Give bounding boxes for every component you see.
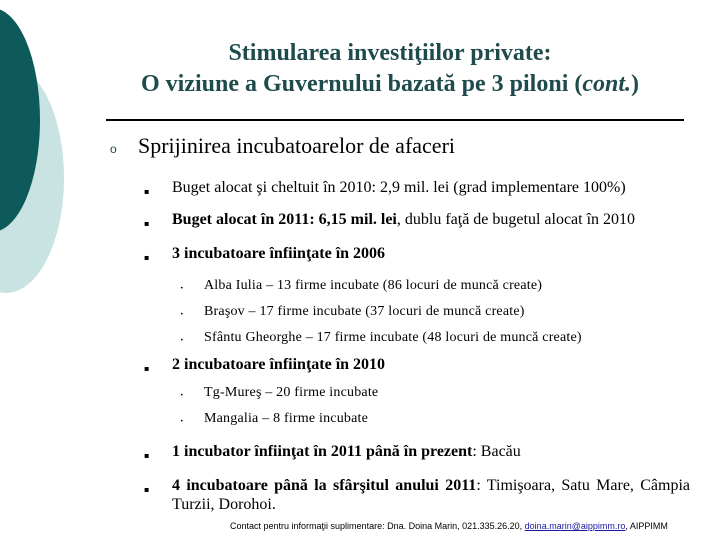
title-line-2-post: ) (631, 71, 640, 97)
sub-item-brasov (180, 302, 680, 321)
dot-bullet-icon: • (180, 311, 184, 318)
list-item-incubators-2006 (144, 244, 690, 263)
sub-item-text: Mangalia – 8 firme incubate (204, 411, 369, 426)
sub-item-text: Tg-Mureş – 20 firme incubate (204, 385, 379, 400)
square-bullet-icon: ▪ (144, 219, 150, 228)
list-item-incubators-end-2011 (144, 476, 690, 514)
square-bullet-icon: ▪ (144, 485, 150, 494)
sub-item-sfantu-gheorghe (180, 328, 680, 347)
title-line-2-italic: cont. (582, 71, 632, 97)
list-item-text: 3 incubatoare înfiinţate în 2006 (172, 245, 386, 262)
title-line-2 (60, 69, 720, 100)
dot-bullet-icon: • (180, 337, 184, 344)
slide-title (60, 38, 720, 100)
list-item-rest-text: , dublu faţă de bugetul alocat în 2010 (396, 211, 636, 228)
list-item-bold-text: 4 incubatoare până la sfârşitul anului 2011 (172, 477, 477, 494)
title-divider (106, 119, 684, 121)
dot-bullet-icon: • (180, 418, 184, 425)
sub-item-alba-iulia (180, 276, 680, 295)
sub-item-text: Sfântu Gheorghe – 17 firme incubate (48 locuri de muncă create) (204, 330, 582, 345)
footer-contact (230, 521, 668, 531)
sub-item-text: Braşov – 17 firme incubate (37 locuri de muncă create) (204, 304, 525, 319)
list-item-incubator-2011 (144, 442, 690, 461)
square-bullet-icon: ▪ (144, 187, 150, 196)
list-item-text (172, 442, 690, 461)
list-item-text: 2 incubatoare înfiinţate în 2010 (172, 356, 386, 373)
square-bullet-icon: ▪ (144, 364, 150, 373)
list-item-text (172, 476, 690, 514)
title-line-1: Stimularea investiţiilor private: (228, 40, 552, 66)
footer-email-link[interactable]: doina.marin@aippimm.ro (524, 521, 626, 531)
list-item-text (172, 210, 690, 229)
dot-bullet-icon: • (180, 392, 184, 399)
list-item-incubators-2010 (144, 355, 690, 374)
list-item-rest-text: : Timişoara, Satu Mare, Câmpia Turzii, Dorohoi. (172, 477, 690, 513)
square-bullet-icon: ▪ (144, 451, 150, 460)
sub-item-tg-mures (180, 383, 680, 402)
sub-item-text: Alba Iulia – 13 firme incubate (86 locuri de muncă create) (204, 278, 543, 293)
list-item-bold-text: 1 incubator înfiinţat în 2011 până în prezent (172, 443, 473, 460)
square-bullet-icon: ▪ (144, 253, 150, 262)
section-heading-text: Sprijinirea incubatoarelor de afaceri (138, 133, 456, 158)
title-line-2-pre: O viziune a Guvernului bazată pe 3 piloni ( (140, 71, 583, 97)
footer-text-post: , AIPPIMM (625, 521, 668, 531)
list-item-bold-text: Buget alocat în 2011: 6,15 mil. lei (172, 211, 397, 228)
list-item-budget-2011 (144, 210, 690, 229)
list-item-budget-2010 (144, 178, 690, 197)
sub-item-mangalia (180, 409, 680, 428)
dot-bullet-icon: • (180, 285, 184, 292)
footer-text-pre: Contact pentru informaţii suplimentare: Dna. Doina Marin, 021.335.26.20, (230, 521, 525, 531)
list-item-rest-text: : Bacău (472, 443, 521, 460)
circle-bullet-icon: o (110, 142, 117, 156)
list-item-text: Buget alocat şi cheltuit în 2010: 2,9 mil. lei (grad implementare 100%) (172, 179, 626, 196)
